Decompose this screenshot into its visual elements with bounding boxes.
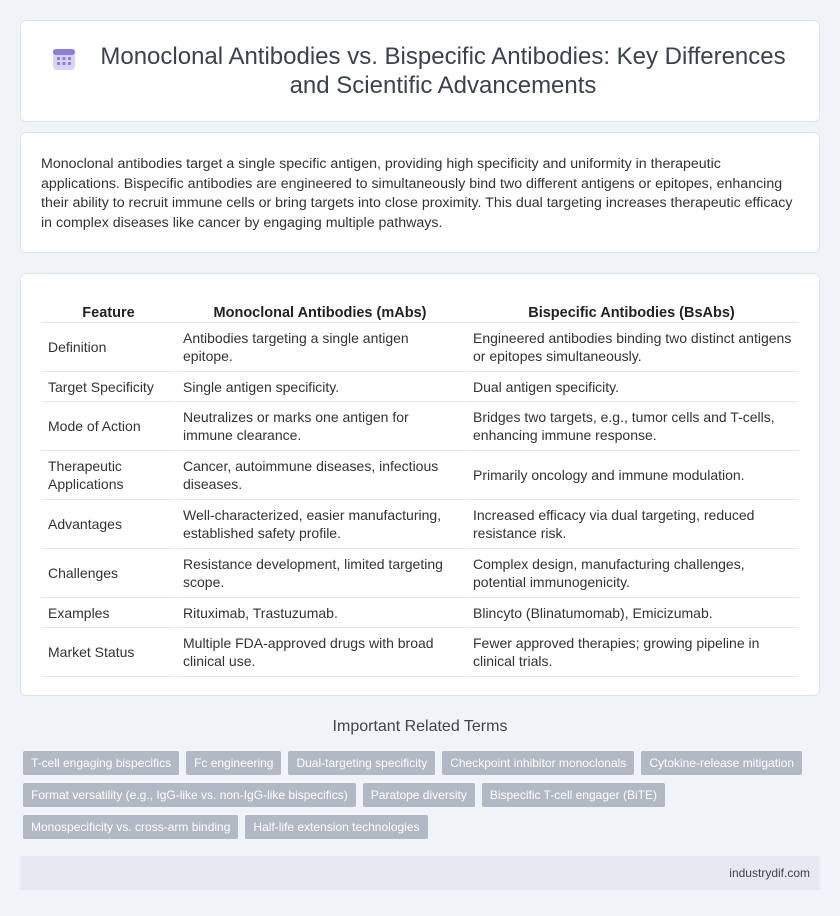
row-mabs: Neutralizes or marks one antigen for immune clearance. xyxy=(175,402,465,451)
related-term-tag[interactable]: Dual-targeting specificity xyxy=(288,751,435,775)
row-feature: Target Specificity xyxy=(42,372,175,402)
row-feature: Mode of Action xyxy=(42,402,175,451)
row-mabs: Well-characterized, easier manufacturing, established safety profile. xyxy=(175,500,465,549)
row-bsabs: Increased efficacy via dual targeting, reduced resistance risk. xyxy=(465,500,798,549)
row-bsabs: Dual antigen specificity. xyxy=(465,372,798,402)
table-row xyxy=(42,628,798,677)
related-terms-title: Important Related Terms xyxy=(332,718,508,735)
row-bsabs: Bridges two targets, e.g., tumor cells and T-cells, enhancing immune response. xyxy=(465,402,798,451)
table-row xyxy=(42,451,798,500)
row-mabs: Antibodies targeting a single antigen epitope. xyxy=(175,323,465,372)
related-term-tag[interactable]: Fc engineering xyxy=(186,751,281,775)
intro-card xyxy=(20,132,820,253)
row-bsabs: Primarily oncology and immune modulation. xyxy=(465,451,798,500)
title-wrap xyxy=(51,42,789,100)
table-row xyxy=(42,372,798,402)
related-terms-tags xyxy=(23,751,817,839)
intro-paragraph: Monoclonal antibodies target a single specific antigen, providing high specificity and uniformity in therapeutic applications. Bispecific antibodies are engineered to simultaneously bind two different antigens or epitopes, enhancing their ability to recruit immune cells or bring targets into close proximity. This dual targeting increases therapeutic efficacy in complex diseases like cancer by engaging multiple pathways. xyxy=(41,156,793,231)
footer-site[interactable]: industrydif.com xyxy=(729,866,810,880)
row-feature: Examples xyxy=(42,598,175,628)
table-row xyxy=(42,549,798,598)
row-bsabs: Engineered antibodies binding two distinct antigens or epitopes simultaneously. xyxy=(465,323,798,372)
header-bsabs: Bispecific Antibodies (BsAbs) xyxy=(465,299,798,323)
row-mabs: Single antigen specificity. xyxy=(175,372,465,402)
row-mabs: Multiple FDA-approved drugs with broad clinical use. xyxy=(175,628,465,677)
table-row xyxy=(42,598,798,628)
related-term-tag[interactable]: Format versatility (e.g., IgG-like vs. non-IgG-like bispecifics) xyxy=(23,783,356,807)
table-header-row xyxy=(42,299,798,323)
row-feature: Market Status xyxy=(42,628,175,677)
row-feature: Challenges xyxy=(42,549,175,598)
related-term-tag[interactable]: Checkpoint inhibitor monoclonals xyxy=(442,751,634,775)
row-mabs: Cancer, autoimmune diseases, infectious diseases. xyxy=(175,451,465,500)
related-term-tag[interactable]: T-cell engaging bispecifics xyxy=(23,751,179,775)
related-term-tag[interactable]: Cytokine-release mitigation xyxy=(641,751,802,775)
header-mabs: Monoclonal Antibodies (mAbs) xyxy=(175,299,465,323)
table-row xyxy=(42,500,798,549)
related-term-tag[interactable]: Bispecific T-cell engager (BiTE) xyxy=(482,783,665,807)
row-feature: Definition xyxy=(42,323,175,372)
related-term-tag[interactable]: Paratope diversity xyxy=(363,783,475,807)
comparison-table-card xyxy=(20,273,820,696)
table-row xyxy=(42,323,798,372)
row-bsabs: Fewer approved therapies; growing pipeline in clinical trials. xyxy=(465,628,798,677)
row-bsabs: Complex design, manufacturing challenges, potential immunogenicity. xyxy=(465,549,798,598)
page-title: Monoclonal Antibodies vs. Bispecific Antibodies: Key Differences and Scientific Advancements xyxy=(100,43,786,99)
title-card xyxy=(20,20,820,122)
row-mabs: Rituximab, Trastuzumab. xyxy=(175,598,465,628)
footer xyxy=(20,856,820,890)
header-feature: Feature xyxy=(42,299,175,323)
calendar-grid-icon xyxy=(51,46,77,72)
table-row xyxy=(42,402,798,451)
row-mabs: Resistance development, limited targeting scope. xyxy=(175,549,465,598)
related-term-tag[interactable]: Monospecificity vs. cross-arm binding xyxy=(23,815,238,839)
row-feature: Therapeutic Applications xyxy=(42,451,175,500)
row-bsabs: Blincyto (Blinatumomab), Emicizumab. xyxy=(465,598,798,628)
related-term-tag[interactable]: Half-life extension technologies xyxy=(245,815,427,839)
comparison-table xyxy=(42,299,798,677)
row-feature: Advantages xyxy=(42,500,175,549)
